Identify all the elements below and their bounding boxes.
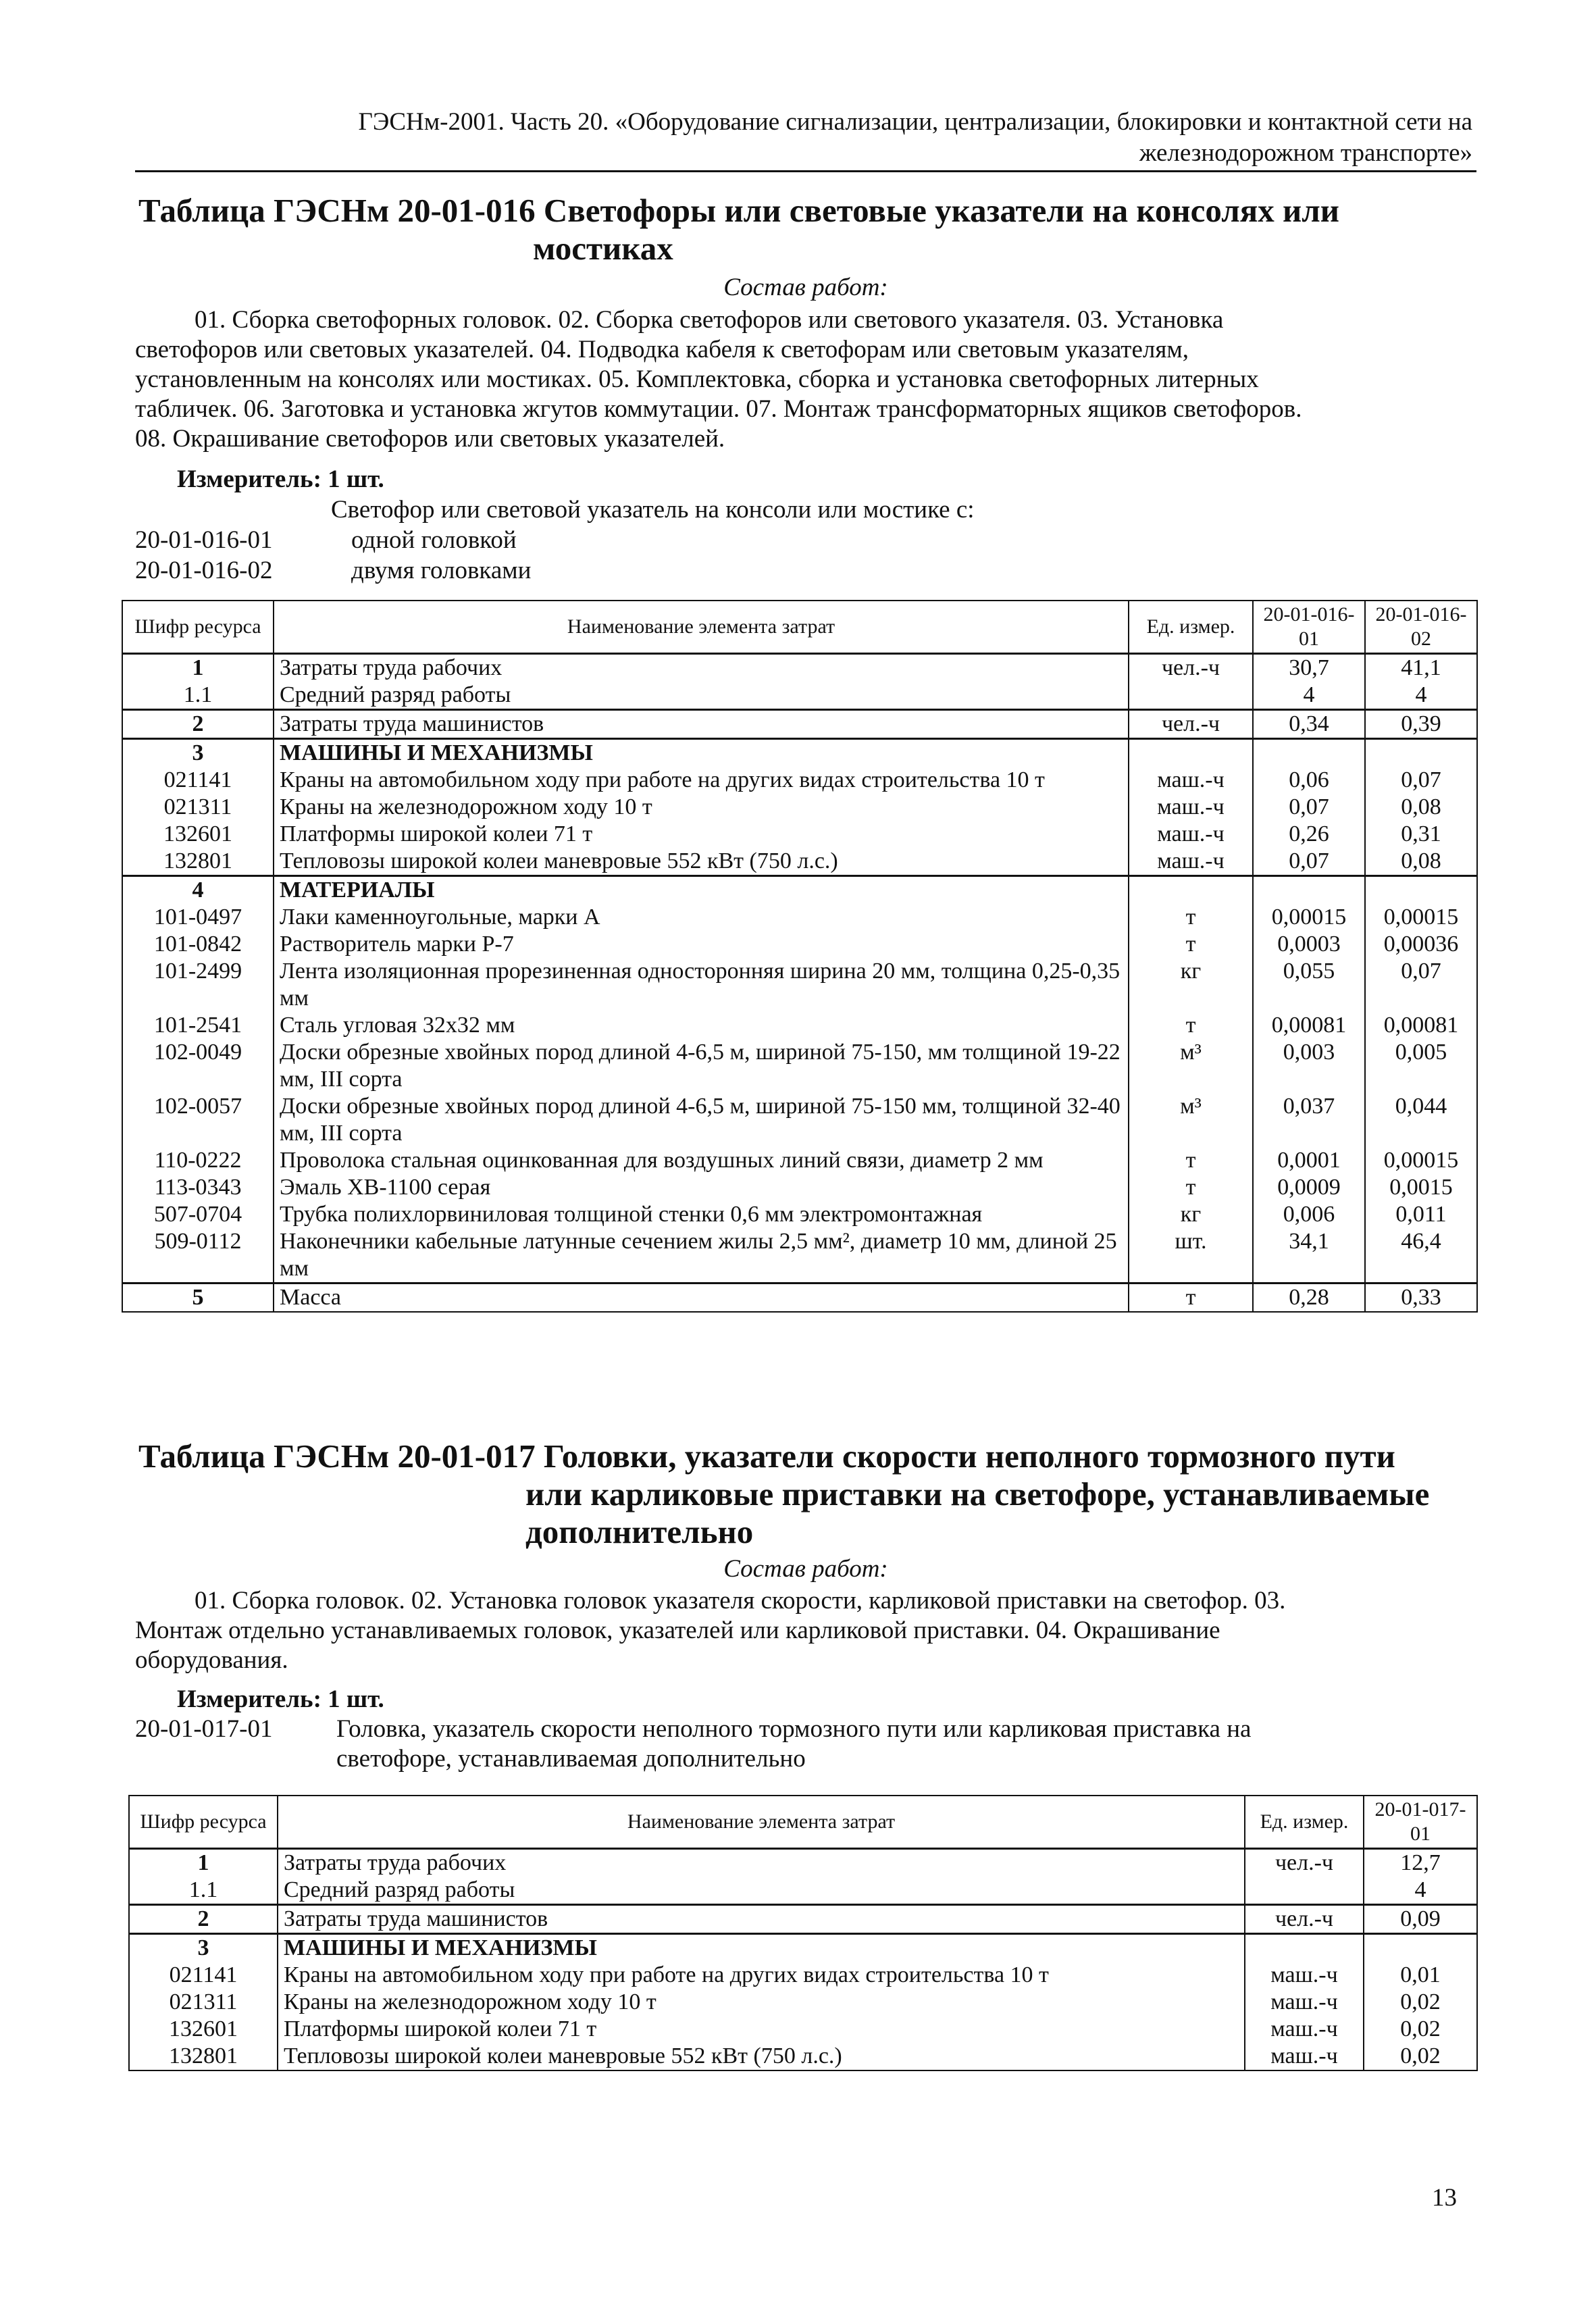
cell-v1: 0,00015: [1253, 904, 1365, 931]
cell-name: Лента изоляционная прорезиненная односторонняя ширина 20 мм, толщина 0,25-0,35 мм: [274, 958, 1129, 1012]
header-rule: [135, 170, 1476, 172]
cell-v2: 0,0015: [1365, 1174, 1477, 1201]
cell-unit: кг: [1129, 1201, 1253, 1228]
table-row: [129, 2016, 1477, 2043]
position-text: одной головкой: [351, 526, 517, 554]
cell-code: 2: [122, 710, 274, 739]
work-line: 08. Окрашивание светофоров или световых указателей.: [135, 425, 725, 453]
position-text: Головка, указатель скорости неполного тормозного пути или карликовая приставка на: [336, 1715, 1252, 1743]
cell-unit: т: [1129, 1147, 1253, 1174]
cell-v2: 0,00081: [1365, 1012, 1477, 1039]
cell-v2: 0,00015: [1365, 1147, 1477, 1174]
cell-name: МАШИНЫ И МЕХАНИЗМЫ: [274, 739, 1129, 767]
cell-code: 101-2499: [122, 958, 274, 1012]
table2-title: [138, 1438, 1476, 1551]
table-header-row: [122, 601, 1477, 654]
cell-v1: [1253, 876, 1365, 905]
cell-name: Лаки каменноугольные, марки А: [274, 904, 1129, 931]
cell-v1: 0,06: [1253, 767, 1365, 794]
cell-v1: 0,02: [1364, 2043, 1477, 2070]
cell-code: 1: [122, 654, 274, 682]
cell-v1: 0,01: [1364, 1962, 1477, 1989]
cell-code: 021141: [129, 1962, 278, 1989]
cell-unit: маш.-ч: [1245, 1962, 1364, 1989]
work-line: Монтаж отдельно устанавливаемых головок, указателей или карликовой приставки. 04. Окрашивание: [135, 1617, 1220, 1644]
cell-code: 3: [129, 1934, 278, 1962]
header-col1: 20-01-017-01: [1364, 1796, 1477, 1849]
position-text: светофоре, устанавливаемая дополнительно: [336, 1745, 806, 1773]
cell-v1: 0,02: [1364, 1989, 1477, 2016]
cell-v1: 0,0003: [1253, 931, 1365, 958]
cell-name: Платформы широкой колеи 71 т: [278, 2016, 1245, 2043]
work-line: установленным на консолях или мостиках. 05. Комплектовка, сборка и установка светофорных литерных: [135, 365, 1259, 393]
cell-unit: шт.: [1129, 1228, 1253, 1283]
cell-v2: 0,005: [1365, 1039, 1477, 1093]
cell-v1: 0,00081: [1253, 1012, 1365, 1039]
cell-v2: 4: [1365, 682, 1477, 710]
cell-unit: чел.-ч: [1245, 1905, 1364, 1934]
cell-name: Краны на автомобильном ходу при работе на других видах строительства 10 т: [278, 1962, 1245, 1989]
position-code: 20-01-016-02: [135, 557, 273, 584]
cell-unit: т: [1129, 1283, 1253, 1313]
cell-code: 101-2541: [122, 1012, 274, 1039]
table-row: [129, 1905, 1477, 1934]
table-row: [122, 876, 1477, 905]
table-row: [122, 739, 1477, 767]
cell-code: 3: [122, 739, 274, 767]
cell-name: Затраты труда машинистов: [278, 1905, 1245, 1934]
cell-v2: 0,00036: [1365, 931, 1477, 958]
cell-code: 4: [122, 876, 274, 905]
resource-table-2: [128, 1795, 1478, 2071]
cell-code: 1: [129, 1849, 278, 1877]
cell-v2: 0,08: [1365, 848, 1477, 876]
table2-title-line1: Таблица ГЭСНм 20-01-017 Головки, указатели скорости неполного тормозного пути: [138, 1438, 1395, 1475]
cell-unit: т: [1129, 1012, 1253, 1039]
cell-unit: [1245, 1877, 1364, 1905]
cell-code: 132601: [122, 821, 274, 848]
cell-unit: [1129, 876, 1253, 905]
cell-code: 132601: [129, 2016, 278, 2043]
running-header-line2: железнодорожном транспорте»: [1139, 139, 1472, 167]
table1-work-description: [135, 305, 1476, 454]
table2-work-description: [135, 1586, 1476, 1675]
table-row: [122, 958, 1477, 1012]
cell-v1: 4: [1253, 682, 1365, 710]
work-line: 01. Сборка головок. 02. Установка головок указателя скорости, карликовой приставки на светофор. 03.: [195, 1587, 1286, 1615]
cell-v2: 0,07: [1365, 767, 1477, 794]
cell-v2: [1365, 739, 1477, 767]
cell-v2: 0,33: [1365, 1283, 1477, 1313]
table-row: [129, 1962, 1477, 1989]
table2-title-line2: или карликовые приставки на светофоре, устанавливаемые: [525, 1475, 1430, 1513]
cell-name: Эмаль ХВ-1100 серая: [274, 1174, 1129, 1201]
table-row: [122, 682, 1477, 710]
cell-v2: 0,00015: [1365, 904, 1477, 931]
cell-unit: маш.-ч: [1129, 794, 1253, 821]
table1-title: [138, 192, 1476, 268]
table-row: [122, 931, 1477, 958]
table-row: [122, 1174, 1477, 1201]
cell-v1: 4: [1364, 1877, 1477, 1905]
cell-code: 132801: [122, 848, 274, 876]
table-row: [129, 1989, 1477, 2016]
table-row: [129, 1934, 1477, 1962]
header-unit: Ед. измер.: [1245, 1796, 1364, 1849]
cell-unit: м³: [1129, 1039, 1253, 1093]
cell-unit: т: [1129, 931, 1253, 958]
cell-name: МАТЕРИАЛЫ: [274, 876, 1129, 905]
table-row: [122, 1012, 1477, 1039]
cell-name: Затраты труда рабочих: [274, 654, 1129, 682]
cell-code: 507-0704: [122, 1201, 274, 1228]
table1-title-line1: Таблица ГЭСНм 20-01-016 Светофоры или световые указатели на консолях или: [138, 192, 1339, 229]
cell-v1: 12,7: [1364, 1849, 1477, 1877]
cell-name: Средний разряд работы: [278, 1877, 1245, 1905]
table1-body: [122, 654, 1477, 1313]
cell-v1: 0,0001: [1253, 1147, 1365, 1174]
cell-v1: 0,34: [1253, 710, 1365, 739]
cell-unit: т: [1129, 904, 1253, 931]
table-row: [122, 710, 1477, 739]
table1-measure: Измеритель: 1 шт.: [177, 465, 384, 493]
cell-name: Доски обрезные хвойных пород длиной 4-6,5 м, шириной 75-150, мм толщиной 19-22 мм, III сорта: [274, 1039, 1129, 1093]
table1-title-line2: мостиках: [533, 230, 673, 267]
running-header-line1: ГЭСНм-2001. Часть 20. «Оборудование сигнализации, централизации, блокировки и контактной сети на: [358, 108, 1472, 136]
cell-code: 102-0049: [122, 1039, 274, 1093]
cell-code: 110-0222: [122, 1147, 274, 1174]
cell-code: 021141: [122, 767, 274, 794]
cell-v1: 0,055: [1253, 958, 1365, 1012]
table1-position-intro: Светофор или световой указатель на консоли или мостике с:: [331, 496, 975, 524]
cell-unit: маш.-ч: [1245, 2043, 1364, 2070]
cell-unit: маш.-ч: [1245, 2016, 1364, 2043]
table-row: [129, 2043, 1477, 2070]
cell-code: 113-0343: [122, 1174, 274, 1201]
cell-name: Средний разряд работы: [274, 682, 1129, 710]
cell-v2: 46,4: [1365, 1228, 1477, 1283]
cell-code: 102-0057: [122, 1093, 274, 1147]
cell-v2: 0,08: [1365, 794, 1477, 821]
table-row: [129, 1877, 1477, 1905]
table-row: [122, 904, 1477, 931]
running-header: [230, 107, 1472, 169]
cell-v1: 0,02: [1364, 2016, 1477, 2043]
cell-v1: 0,07: [1253, 794, 1365, 821]
cell-v2: 0,011: [1365, 1201, 1477, 1228]
table-row: [122, 1228, 1477, 1283]
header-name: Наименование элемента затрат: [278, 1796, 1245, 1849]
cell-code: 1.1: [129, 1877, 278, 1905]
cell-name: Тепловозы широкой колеи маневровые 552 кВт (750 л.с.): [274, 848, 1129, 876]
cell-v2: 41,1: [1365, 654, 1477, 682]
cell-name: Платформы широкой колеи 71 т: [274, 821, 1129, 848]
cell-v1: 30,7: [1253, 654, 1365, 682]
header-code: Шифр ресурса: [122, 601, 274, 654]
cell-v1: 0,28: [1253, 1283, 1365, 1313]
cell-code: 101-0842: [122, 931, 274, 958]
cell-unit: чел.-ч: [1129, 654, 1253, 682]
cell-unit: маш.-ч: [1129, 821, 1253, 848]
table-row: [122, 1201, 1477, 1228]
header-name: Наименование элемента затрат: [274, 601, 1129, 654]
cell-unit: маш.-ч: [1129, 767, 1253, 794]
cell-v1: 0,037: [1253, 1093, 1365, 1147]
cell-v1: [1364, 1934, 1477, 1962]
resource-table-1: [122, 600, 1478, 1313]
table-row: [122, 767, 1477, 794]
position-text: двумя головками: [351, 557, 532, 584]
cell-name: Краны на автомобильном ходу при работе на других видах строительства 10 т: [274, 767, 1129, 794]
table2-sostav-label: Состав работ:: [723, 1555, 888, 1583]
cell-unit: [1245, 1934, 1364, 1962]
cell-v1: 0,003: [1253, 1039, 1365, 1093]
cell-code: 509-0112: [122, 1228, 274, 1283]
cell-v1: 34,1: [1253, 1228, 1365, 1283]
cell-v1: 0,26: [1253, 821, 1365, 848]
cell-code: 021311: [122, 794, 274, 821]
cell-name: Затраты труда рабочих: [278, 1849, 1245, 1877]
cell-name: МАШИНЫ И МЕХАНИЗМЫ: [278, 1934, 1245, 1962]
cell-v1: 0,09: [1364, 1905, 1477, 1934]
cell-unit: чел.-ч: [1245, 1849, 1364, 1877]
cell-v2: 0,044: [1365, 1093, 1477, 1147]
header-col2: 20-01-016-02: [1365, 601, 1477, 654]
table1-sostav-label: Состав работ:: [723, 274, 888, 301]
table-header-row: [129, 1796, 1477, 1849]
cell-name: Масса: [274, 1283, 1129, 1313]
cell-v2: 0,39: [1365, 710, 1477, 739]
table-row: [122, 821, 1477, 848]
table-row: [129, 1849, 1477, 1877]
header-col1: 20-01-016-01: [1253, 601, 1365, 654]
table-row: [122, 654, 1477, 682]
cell-v2: 0,07: [1365, 958, 1477, 1012]
cell-code: 132801: [129, 2043, 278, 2070]
position-code: 20-01-016-01: [135, 526, 273, 554]
cell-code: 101-0497: [122, 904, 274, 931]
cell-name: Доски обрезные хвойных пород длиной 4-6,5 м, шириной 75-150 мм, толщиной 32-40 мм, III сорта: [274, 1093, 1129, 1147]
table-row: [122, 1283, 1477, 1313]
work-line: светофоров или световых указателей. 04. Подводка кабеля к светофорам или световым указателям,: [135, 336, 1189, 363]
cell-code: 1.1: [122, 682, 274, 710]
cell-code: 5: [122, 1283, 274, 1313]
cell-unit: м³: [1129, 1093, 1253, 1147]
page-number: 13: [1432, 2184, 1457, 2212]
cell-unit: т: [1129, 1174, 1253, 1201]
cell-name: Наконечники кабельные латунные сечением жилы 2,5 мм², диаметр 10 мм, длиной 25 мм: [274, 1228, 1129, 1283]
table2-body: [129, 1849, 1477, 2071]
header-code: Шифр ресурса: [129, 1796, 278, 1849]
cell-v1: 0,0009: [1253, 1174, 1365, 1201]
cell-unit: [1129, 682, 1253, 710]
cell-v1: [1253, 739, 1365, 767]
table-row: [122, 1147, 1477, 1174]
cell-unit: маш.-ч: [1245, 1989, 1364, 2016]
work-line: табличек. 06. Заготовка и установка жгутов коммутации. 07. Монтаж трансформаторных ящиков светофоров.: [135, 395, 1302, 423]
cell-v2: 0,31: [1365, 821, 1477, 848]
cell-unit: [1129, 739, 1253, 767]
table-row: [122, 1093, 1477, 1147]
position-code: 20-01-017-01: [135, 1715, 273, 1743]
table-row: [122, 848, 1477, 876]
table2-measure: Измеритель: 1 шт.: [177, 1685, 384, 1713]
work-line: 01. Сборка светофорных головок. 02. Сборка светофоров или светового указателя. 03. Установка: [195, 306, 1224, 334]
table-row: [122, 794, 1477, 821]
cell-name: Проволока стальная оцинкованная для воздушных линий связи, диаметр 2 мм: [274, 1147, 1129, 1174]
cell-name: Растворитель марки Р-7: [274, 931, 1129, 958]
work-line: оборудования.: [135, 1646, 288, 1674]
cell-name: Краны на железнодорожном ходу 10 т: [278, 1989, 1245, 2016]
cell-v2: [1365, 876, 1477, 905]
cell-name: Сталь угловая 32х32 мм: [274, 1012, 1129, 1039]
cell-code: 2: [129, 1905, 278, 1934]
cell-name: Затраты труда машинистов: [274, 710, 1129, 739]
cell-name: Трубка полихлорвиниловая толщиной стенки 0,6 мм электромонтажная: [274, 1201, 1129, 1228]
cell-v1: 0,006: [1253, 1201, 1365, 1228]
cell-code: 021311: [129, 1989, 278, 2016]
cell-unit: маш.-ч: [1129, 848, 1253, 876]
cell-name: Краны на железнодорожном ходу 10 т: [274, 794, 1129, 821]
cell-unit: чел.-ч: [1129, 710, 1253, 739]
cell-v1: 0,07: [1253, 848, 1365, 876]
cell-unit: кг: [1129, 958, 1253, 1012]
table2-title-line3: дополнительно: [525, 1513, 754, 1550]
header-unit: Ед. измер.: [1129, 601, 1253, 654]
table-row: [122, 1039, 1477, 1093]
cell-name: Тепловозы широкой колеи маневровые 552 кВт (750 л.с.): [278, 2043, 1245, 2070]
